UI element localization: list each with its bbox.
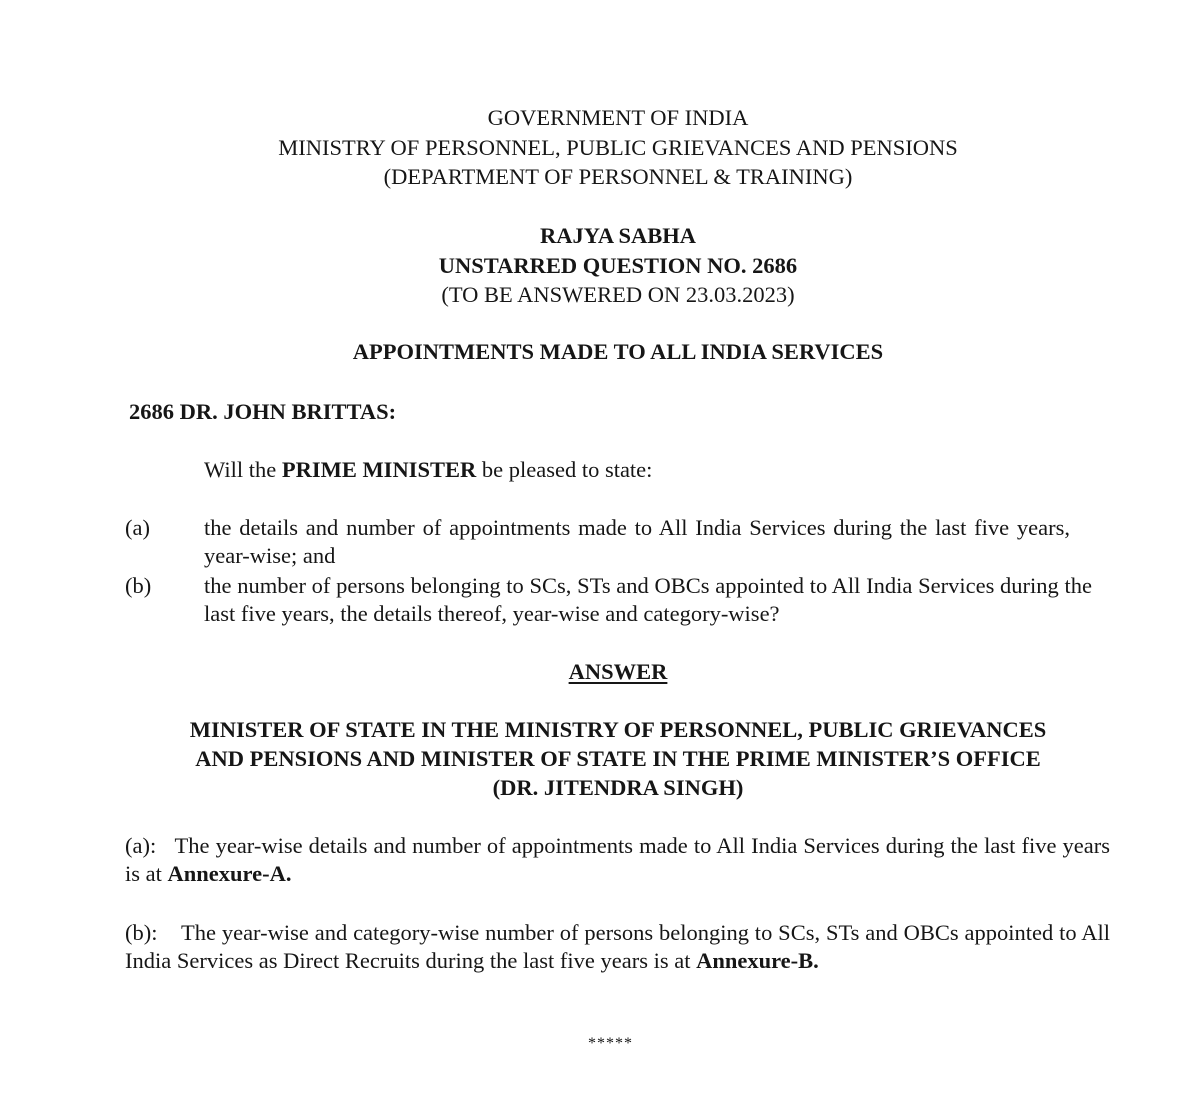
annexure-a: Annexure-A. (167, 861, 292, 886)
minister-name: (DR. JITENDRA SINGH) (492, 775, 744, 800)
question-a-label: (a) (125, 515, 150, 540)
annexure-b: Annexure-B. (696, 948, 819, 973)
question-b-label: (b) (125, 573, 152, 598)
question-a-text: the details and number of appointments made to All India Services during the last five years, year-wise; and (204, 515, 1070, 568)
house-name: RAJYA SABHA (539, 223, 697, 248)
ministry-heading: MINISTRY OF PERSONNEL, PUBLIC GRIEVANCES AND PENSIONS (278, 135, 958, 160)
intro-suffix: be pleased to state: (476, 457, 653, 482)
answer-date: (TO BE ANSWERED ON 23.03.2023) (441, 282, 795, 307)
question-intro (204, 456, 652, 484)
answer-b-label: (b): (125, 920, 158, 945)
answer-b (125, 919, 1110, 975)
government-heading: GOVERNMENT OF INDIA (487, 105, 749, 130)
answer-a-text: The year-wise details and number of appointments made to All India Services during the last five years is at (125, 833, 1111, 886)
intro-prefix: Will the (204, 457, 282, 482)
end-marker: ***** (588, 1035, 633, 1052)
intro-addressee: PRIME MINISTER (281, 457, 477, 482)
department-heading: (DEPARTMENT OF PERSONNEL & TRAINING) (383, 164, 853, 189)
question-b-text: the number of persons belonging to SCs, STs and OBCs appointed to All India Services during the last five years, the details thereof, year-wise and category-wise? (204, 573, 1092, 626)
minister-line-2: AND PENSIONS AND MINISTER OF STATE IN THE PRIME MINISTER’S OFFICE (195, 746, 1041, 771)
answer-b-text: The year-wise and category-wise number of persons belonging to SCs, STs and OBCs appointed to All India Services as Direct Recruits during the last five years is at (125, 920, 1110, 973)
subject-title: APPOINTMENTS MADE TO ALL INDIA SERVICES (352, 339, 884, 364)
answer-a (125, 832, 1110, 888)
questioner: 2686 DR. JOHN BRITTAS: (129, 399, 397, 424)
minister-line-1: MINISTER OF STATE IN THE MINISTRY OF PERSONNEL, PUBLIC GRIEVANCES (189, 717, 1047, 742)
answer-heading: ANSWER (568, 659, 668, 684)
question-number: UNSTARRED QUESTION NO. 2686 (438, 253, 798, 278)
answer-a-label: (a): (125, 833, 157, 858)
